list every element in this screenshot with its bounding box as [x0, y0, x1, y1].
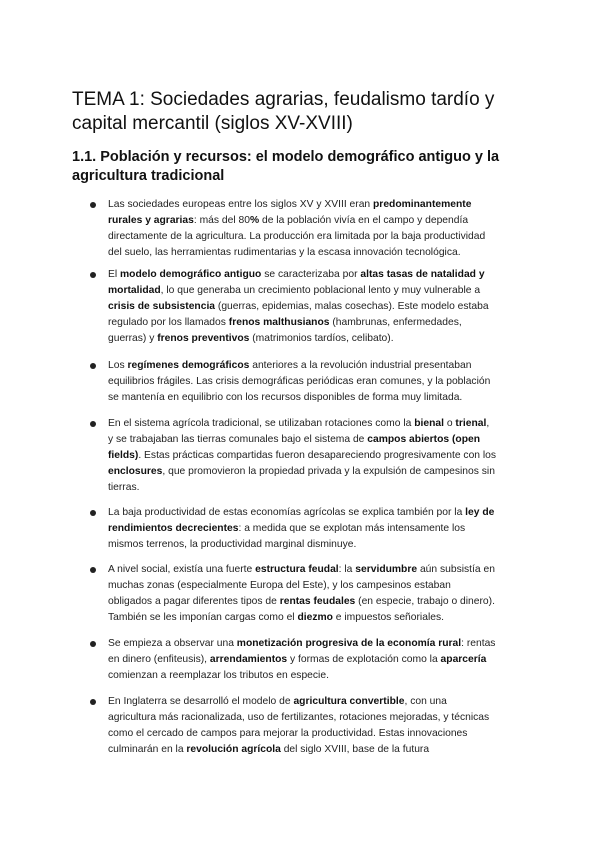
text-run: Se empieza a observar una — [108, 638, 237, 649]
text-line — [108, 710, 528, 726]
text-line — [108, 213, 528, 229]
text-line — [108, 229, 528, 245]
text-run: Los — [108, 360, 128, 371]
text-run: : a medida que se explotan más intensamente los — [238, 523, 466, 534]
text-run: : la — [338, 564, 356, 575]
bullet-dot — [90, 641, 96, 647]
bold-text: regímenes demográficos — [127, 360, 250, 371]
bold-text: rendimientos decrecientes — [108, 523, 239, 534]
text-run: En el sistema agrícola tradicional, se utilizaban rotaciones como la — [108, 418, 415, 429]
text-run: . Estas prácticas compartidas fueron desapareciendo progresivamente con los — [138, 450, 497, 461]
bold-text: rentas feudales — [279, 596, 356, 607]
text-run: , — [486, 418, 490, 429]
bold-text: % — [249, 215, 260, 226]
text-run: culminarán en la — [108, 744, 187, 755]
text-run: o — [443, 418, 456, 429]
bullet-paragraph — [108, 416, 528, 496]
text-run: como el cercado de campos para mejorar la productividad. Estas innovaciones — [108, 728, 468, 739]
text-line — [108, 432, 528, 448]
bullet-paragraph — [108, 636, 528, 684]
bold-text: campos abiertos (open — [367, 434, 480, 445]
bullet-paragraph — [108, 197, 528, 261]
text-run: (hambrunas, enfermedades, — [329, 317, 462, 328]
bullet-dot — [90, 272, 96, 278]
text-run: tierras. — [108, 482, 140, 493]
text-run: muchas zonas (especialmente Europa del Este), y los campesinos estaban — [108, 580, 451, 591]
text-run: (en especie, trabajo o dinero). — [355, 596, 495, 607]
text-line — [108, 578, 528, 594]
text-line — [108, 299, 528, 315]
text-line — [108, 521, 528, 537]
section-title: 1.1. Población y recursos: el modelo demográfico antiguo y la agricultura tradicional — [72, 149, 500, 184]
bullet-dot — [90, 567, 96, 573]
text-run: obligados a pagar diferentes tipos de — [108, 596, 280, 607]
bold-text: fields) — [108, 450, 139, 461]
bold-text: monetización progresiva de la economía rural — [236, 638, 462, 649]
text-run: de la población vivía en el campo y dependía — [259, 215, 469, 226]
text-line — [108, 315, 528, 331]
text-run: e impuestos señoriales. — [332, 612, 444, 623]
bold-text: crisis de subsistencia — [108, 301, 216, 312]
text-run: , que promovieron la propiedad privada y la expulsión de campesinos sin — [162, 466, 495, 477]
text-line — [108, 636, 528, 652]
text-run: y se trabajaban las tierras comunales bajo el sistema de — [108, 434, 368, 445]
bold-text: modelo demográfico antiguo — [120, 269, 262, 280]
text-run: En Inglaterra se desarrolló el modelo de — [108, 696, 294, 707]
text-run: directamente de la agricultura. La producción era limitada por la baja productividad — [108, 231, 486, 242]
text-line — [108, 374, 528, 390]
text-line — [108, 742, 528, 758]
text-line — [108, 610, 528, 626]
bold-text: bienal — [414, 418, 444, 429]
bold-text: predominantemente — [373, 199, 472, 210]
text-run: del siglo XVIII, base de la futura — [280, 744, 430, 755]
bold-text: arrendamientos — [209, 654, 288, 665]
text-line — [108, 448, 528, 464]
text-run: guerras) y — [108, 333, 158, 344]
text-line — [108, 464, 528, 480]
text-line — [108, 668, 528, 684]
text-run: (guerras, epidemias, malas cosechas). Este modelo estaba — [215, 301, 489, 312]
text-run: : rentas — [461, 638, 496, 649]
text-line — [108, 197, 528, 213]
text-line — [108, 505, 528, 521]
text-run: anteriores a la revolución industrial presentaban — [249, 360, 472, 371]
bold-text: rurales y agrarias — [108, 215, 194, 226]
text-run: aún subsistía en — [417, 564, 495, 575]
text-run: , lo que generaba un crecimiento poblacional lento y muy vulnerable a — [160, 285, 481, 296]
text-run: Las sociedades europeas entre los siglos XV y XVIII eran — [108, 199, 374, 210]
bold-text: frenos preventivos — [157, 333, 250, 344]
page-title: TEMA 1: Sociedades agrarias, feudalismo tardío y capital mercantil (siglos XV-XVIII) — [72, 89, 495, 134]
bold-text: mortalidad — [108, 285, 161, 296]
bullet-paragraph — [108, 267, 528, 347]
text-run: , con una — [404, 696, 447, 707]
text-line — [108, 331, 528, 347]
bold-text: trienal — [455, 418, 487, 429]
text-run: regulado por los llamados — [108, 317, 229, 328]
bold-text: diezmo — [297, 612, 333, 623]
text-line — [108, 594, 528, 610]
text-line — [108, 480, 528, 496]
text-line — [108, 726, 528, 742]
bold-text: estructura feudal — [255, 564, 339, 575]
text-line — [108, 652, 528, 668]
bold-text: aparcería — [440, 654, 487, 665]
text-run: agricultura más racionalizada, uso de fertilizantes, rotaciones mejoradas, y técnicas — [108, 712, 490, 723]
text-line — [108, 694, 528, 710]
text-run: La baja productividad de estas economías agrícolas se explica también por la — [108, 507, 466, 518]
bold-text: agricultura convertible — [293, 696, 405, 707]
text-run: A nivel social, existía una fuerte — [108, 564, 256, 575]
bullet-dot — [90, 510, 96, 516]
text-run: en dinero (enfiteusis), — [108, 654, 210, 665]
bold-text: frenos malthusianos — [228, 317, 330, 328]
text-run: del suelo, las herramientas rudimentarias y la escasa innovación tecnológica. — [108, 247, 461, 258]
text-line — [108, 245, 528, 261]
bullet-paragraph — [108, 694, 528, 758]
text-line — [108, 390, 528, 406]
bold-text: enclosures — [108, 466, 163, 477]
bullet-dot — [90, 202, 96, 208]
text-run: : más del 80 — [193, 215, 250, 226]
text-line — [108, 537, 528, 553]
text-run: se mantenía en equilibrio con los recursos disponibles de forma muy limitada. — [108, 392, 463, 403]
text-run: se caracterizaba por — [261, 269, 361, 280]
text-run: También se les imponían cargas como el — [108, 612, 298, 623]
text-line — [108, 416, 528, 432]
text-line — [108, 358, 528, 374]
text-run: equilibrios frágiles. Las crisis demográficas periódicas eran comunes, y la población — [108, 376, 491, 387]
bold-text: altas tasas de natalidad y — [360, 269, 485, 280]
bullet-dot — [90, 421, 96, 427]
bold-text: revolución agrícola — [186, 744, 281, 755]
text-run: y formas de explotación como la — [287, 654, 441, 665]
text-line — [108, 562, 528, 578]
bullet-paragraph — [108, 358, 528, 406]
bullet-dot — [90, 699, 96, 705]
bold-text: ley de — [465, 507, 495, 518]
text-run: mismos terrenos, la productividad marginal disminuye. — [108, 539, 357, 550]
bullet-paragraph — [108, 505, 528, 553]
text-run: comienzan a reemplazar los tributos en especie. — [108, 670, 329, 681]
text-line — [108, 267, 528, 283]
bold-text: servidumbre — [355, 564, 418, 575]
text-run: (matrimonios tardíos, celibato). — [249, 333, 394, 344]
text-line — [108, 283, 528, 299]
text-run: El — [108, 269, 121, 280]
bullet-dot — [90, 363, 96, 369]
bullet-paragraph — [108, 562, 528, 626]
